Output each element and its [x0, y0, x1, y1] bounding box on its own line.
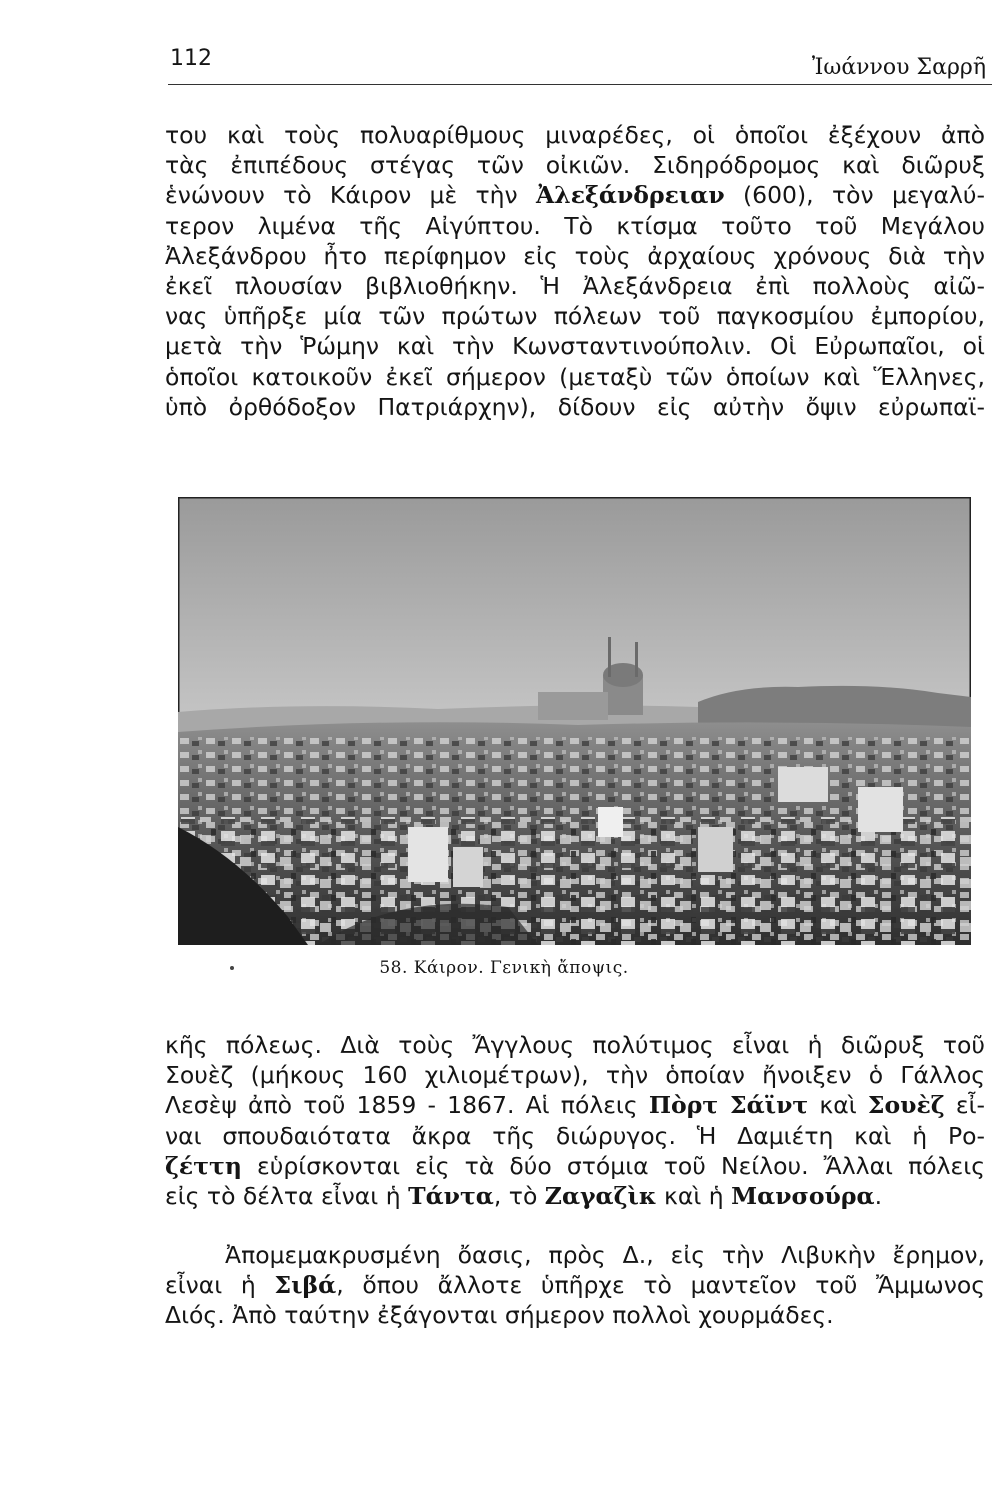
text-line: ἐκεῖ πλουσίαν βιβλιοθήκην. Ἡ Ἀλεξάνδρεια ἐπὶ πολλοὺς αἰῶ-: [165, 272, 985, 301]
paragraph-1: [165, 120, 985, 422]
text-line: Σουὲζ (μήκους 160 χιλιομέτρων), τὴν ὁποίαν ἤνοιξεν ὁ Γάλλος: [165, 1061, 985, 1090]
place-name: ζέττη: [165, 1151, 242, 1180]
text-line: τὰς ἐπιπέδους στέγας τῶν οἰκιῶν. Σιδηρόδρομος καὶ διῶρυξ: [165, 151, 985, 180]
page-number: 112: [170, 46, 212, 71]
text-line: ὑπὸ ὀρθόδοξον Πατριάρχην), δίδουν εἰς αὐτὴν ὄψιν εὐρωπαϊ-: [165, 392, 985, 421]
text-line: μετὰ τὴν Ῥώμην καὶ τὴν Κωνσταντινούπολιν. Οἱ Εὐρωπαῖοι, οἱ: [165, 332, 985, 361]
place-name: Σιβά: [274, 1271, 337, 1300]
figure-caption: 58. Κάιρον. Γενικὴ ἄποψις.: [379, 958, 629, 978]
print-speck: [230, 966, 234, 970]
text-line: ναι σπουδαιότατα ἄκρα τῆς διώρυγος. Ἡ Δαμιέτη καὶ ἡ Ρο-: [165, 1121, 985, 1150]
place-name: Σουὲζ: [867, 1091, 945, 1120]
cairo-photograph: [178, 497, 971, 945]
place-name: Τάντα: [408, 1182, 494, 1211]
text-line: του καὶ τοὺς πολυαρίθμους μιναρέδες, οἱ ὁποῖοι ἐξέχουν ἀπὸ: [165, 121, 985, 149]
place-name: Ἀλεξάνδρειαν: [536, 181, 725, 210]
header-rule: [168, 84, 992, 85]
place-name: Μανσούρα: [731, 1182, 875, 1211]
text-line: κῆς πόλεως. Διὰ τοὺς Ἄγγλους πολύτιμος εἶναι ἡ διῶρυξ τοῦ: [165, 1031, 985, 1059]
text-line: Ἀπομεμακρυσμένη ὄασις, πρὸς Δ., εἰς τὴν Λιβυκὴν ἔρημον,: [225, 1241, 985, 1269]
text-line: ἑνώνουν τὸ Κάιρον μὲ τὴν Ἀλεξάνδρειαν (600), τὸν μεγαλύ-: [165, 181, 985, 210]
running-head: Ἰωάννου Σαρρῆ: [811, 55, 986, 80]
paragraph-2: [165, 1030, 985, 1211]
text-line: Ἀλεξάνδρου ἦτο περίφημον εἰς τοὺς ἀρχαίους χρόνους διὰ τὴν: [165, 241, 985, 270]
text-line: Λεσὲψ ἀπὸ τοῦ 1859 - 1867. Αἱ πόλεις Πὸρτ Σάϊντ καὶ Σουὲζ εἶ-: [165, 1091, 986, 1120]
text-line: Διός. Ἀπὸ ταύτην ἐξάγονται σήμερον πολλοὶ χουρμάδες.: [165, 1301, 834, 1330]
text-line: εἶναι ἡ Σιβά, ὅπου ἄλλοτε ὑπῆρχε τὸ μαντεῖον τοῦ Ἄμμωνος: [165, 1271, 986, 1300]
place-name: Ζαγαζὶκ: [544, 1182, 657, 1211]
text-line: ζέττη εὑρίσκονται εἰς τὰ δύο στόμια τοῦ Νείλου. Ἄλλαι πόλεις: [165, 1151, 985, 1180]
place-name: Πὸρτ Σάϊντ: [648, 1091, 809, 1120]
text-line: νας ὑπῆρξε μία τῶν πρώτων πόλεων τοῦ παγκοσμίου ἐμπορίου,: [165, 302, 985, 331]
text-line: εἰς τὸ δέλτα εἶναι ἡ Τάντα, τὸ Ζαγαζὶκ καὶ ἡ Μανσούρα.: [165, 1182, 883, 1211]
paragraph-3: [165, 1240, 985, 1331]
text-line: τερον λιμένα τῆς Αἰγύπτου. Τὸ κτίσμα τοῦτο τοῦ Μεγάλου: [165, 211, 985, 240]
text-line: ὁποῖοι κατοικοῦν ἐκεῖ σήμερον (μεταξὺ τῶν ὁποίων καὶ Ἕλληνες,: [165, 362, 985, 391]
